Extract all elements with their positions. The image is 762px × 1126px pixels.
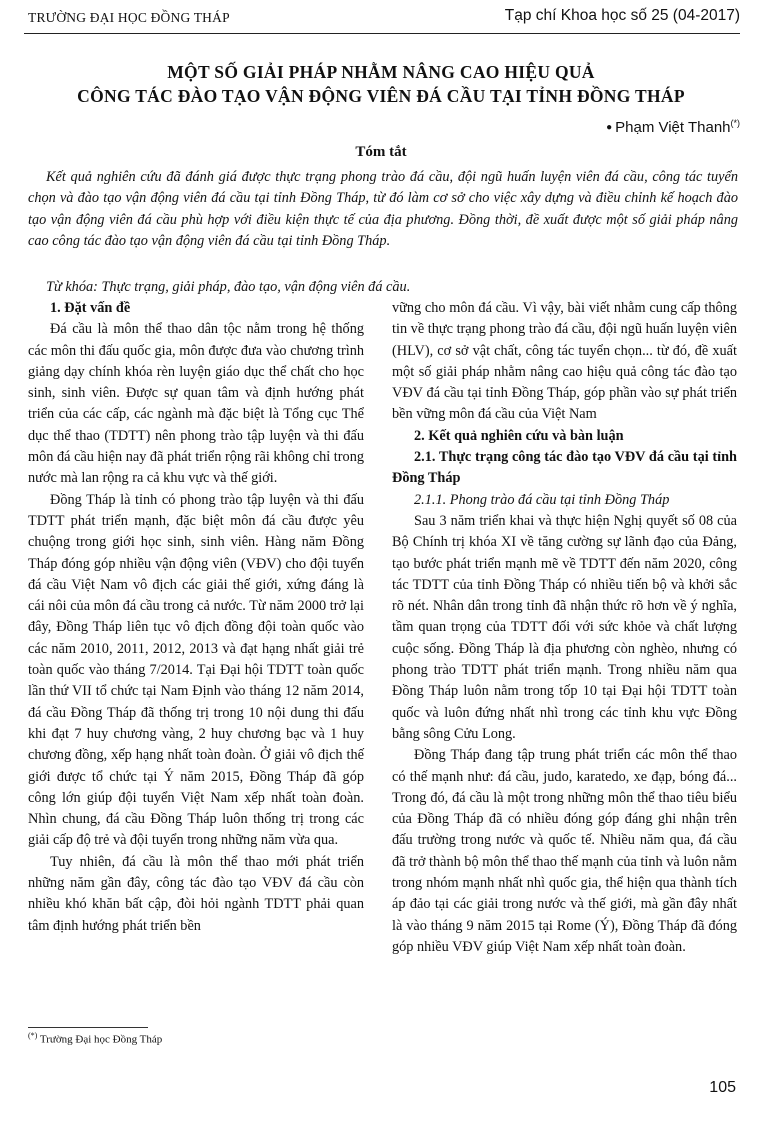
title-line-1: MỘT SỐ GIẢI PHÁP NHẰM NÂNG CAO HIỆU QUẢ (167, 62, 595, 82)
paragraph: Đồng Tháp đang tập trung phát triển các môn thể thao có thế mạnh như: đá cầu, judo, karatedo, xe đạp, bóng đá... Trong đó, đá cầu là một trong những môn thể thao tiêu biểu của Đồng Tháp đã có nhiều đóng góp đáng ghi nhận trên đấu trường trong nước và quốc tế. Nhiều năm qua, đá cầu đã trở thành bộ môn thể thao thế mạnh của tỉnh và luôn nằm trong nhóm mạnh nhất nhì quốc gia, thể hiện qua thành tích áp đảo tại các giải trong nước và thế giới, mà gần đây nhất là vào tháng 9 năm 2015 tại Rome (Ý), Đồng Tháp đã đóng góp nhiều VĐV giúp Việt Nam xếp nhất toàn đoàn. (392, 747, 737, 955)
section-1-heading: 1. Đặt vấn đề (50, 300, 131, 316)
title-line-2: CÔNG TÁC ĐÀO TẠO VẬN ĐỘNG VIÊN ĐÁ CẦU TẠI TỈNH ĐỒNG THÁP (77, 86, 685, 106)
abstract-text: Kết quả nghiên cứu đã đánh giá được thực trạng phong trào đá cầu, đội ngũ huấn luyện viên đá cầu, công tác tuyển chọn và đào tạo vận động viên đá cầu tại tỉnh Đồng Tháp, từ đó làm cơ sở cho việc xây dựng và điều chỉnh kế hoạch đào tạo vận động viên đá cầu phù hợp với điều kiện thực tế của địa phương. Đồng thời, đề xuất được một số giải pháp nâng cao công tác đào tạo vận động viên đá cầu tại tỉnh Đồng Tháp. (28, 169, 738, 249)
keywords-label: Từ khóa: (46, 279, 98, 295)
author-name: Phạm Việt Thanh (615, 119, 731, 136)
right-column (392, 298, 737, 958)
header-institution: TRƯỜNG ĐẠI HỌC ĐỒNG THÁP (28, 10, 230, 25)
section-2-1-1-heading: 2.1.1. Phong trào đá cầu tại tỉnh Đồng Tháp (414, 491, 670, 508)
article-title (30, 60, 732, 108)
bullet-icon: ● (606, 122, 613, 133)
section-2-1-heading: 2.1. Thực trạng công tác đào tạo VĐV đá cầu tại tỉnh Đồng Tháp (392, 449, 737, 487)
footnote-mark: (*) (28, 1031, 38, 1040)
paragraph: vững cho môn đá cầu. Vì vậy, bài viết nhằm cung cấp thông tin về thực trạng phong trào đá cầu, đội ngũ huấn luyện viên (HLV), cơ sở vật chất, công tác tuyển chọn... từ đó, đề xuất một số giải pháp nhằm nâng cao hiệu quả công tác đào tạo VĐV đá cầu tại tỉnh Đồng Tháp, góp phần vào sự phát triển bền vững môn đá cầu của Việt Nam (392, 300, 737, 423)
header-journal: Tạp chí Khoa học số 25 (04-2017) (504, 7, 740, 24)
page-number: 105 (709, 1079, 736, 1096)
section-2-heading: 2. Kết quả nghiên cứu và bàn luận (414, 427, 624, 444)
header-rule (24, 33, 740, 34)
keywords-text: Thực trạng, giải pháp, đào tạo, vận động viên đá cầu. (101, 279, 411, 295)
paragraph: Tuy nhiên, đá cầu là môn thể thao mới phát triển những năm gần đây, công tác đào tạo VĐV đá cầu còn nhiều khó khăn bất cập, đòi hỏi ngành TDTT phải quan tâm định hướng phát triển bền (28, 853, 364, 934)
footnote-rule (28, 1027, 148, 1028)
keywords (28, 279, 738, 296)
paragraph: Đá cầu là môn thể thao dân tộc nằm trong hệ thống các môn thi đấu quốc gia, môn được đưa vào chương trình giảng dạy chính khóa rèn luyện giáo dục thể chất cho học sinh, sinh viên. Được sự quan tâm và định hướng phát triển của các cấp, các ngành mà đặc biệt là Tổng cục Thể dục thể thao (TDTT) nên phong trào tập luyện và thi đấu môn đá cầu hiện nay đã phát triển rộng rãi không chỉ trong nước mà lan rộng ra cả khu vực và thế giới. (28, 321, 364, 487)
left-column (28, 298, 364, 937)
paragraph: Sau 3 năm triển khai và thực hiện Nghị quyết số 08 của Bộ Chính trị khóa XI về tăng cường sự lãnh đạo của Đảng, tạo bước phát triển mạnh mẽ về TDTT đến năm 2020, công tác TDTT của tỉnh Đồng Tháp có nhiều tiến bộ và khởi sắc rõ nét. Nhân dân trong tỉnh đã nhận thức rõ hơn về ý nghĩa, tầm quan trọng của TDTT đối với sức khỏe và chất lượng cuộc sống. Đồng Tháp là địa phương còn nghèo, nhưng có phong trào TDTT phát triển mạnh. Trong nhiều năm qua Đồng Tháp luôn nằm trong tốp 10 tại Đại hội TDTT toàn quốc và luôn đứng nhất nhì trong các tỉnh khu vực Đồng bằng sông Cửu Long. (392, 512, 737, 742)
footnote (28, 1031, 162, 1046)
footnote-text: Trường Đại học Đồng Tháp (39, 1033, 163, 1046)
author-footnote-mark: (*) (730, 118, 740, 128)
paragraph: Đồng Tháp là tỉnh có phong trào tập luyện và thi đấu TDTT phát triển mạnh, đặc biệt môn đá cầu được yêu chuộng trong giới học sinh, sinh viên. Hàng năm Đồng Tháp đóng góp nhiều vận động viên (VĐV) cho đội tuyển đá cầu Việt Nam vô địch các giải thế giới, xứng đáng là cái nôi của môn đá cầu trong cả nước. Từ năm 2000 trở lại đây, Đồng Tháp liên tục vô địch đồng đội toàn quốc vào các năm 2010, 2011, 2012, 2013 và đạt hạng nhất giải trẻ toàn quốc vào tháng 7/2014. Tại Đại hội TDTT toàn quốc lần thứ VII tổ chức tại Nam Định vào tháng 12 năm 2014, đá cầu Đồng Tháp đã thống trị trong 10 nội dung thi đấu khi đạt 7 huy chương vàng, 2 huy chương bạc và 1 huy chương đồng, xếp hạng nhất toàn đoàn. Ở giải vô địch thế giới được tổ chức tại Ý năm 2015, Đồng Tháp đã góp công lớn giúp đội tuyển Việt Nam xếp nhất toàn đoàn. Nhìn chung, đá cầu Đồng Tháp luôn thống trị trong các giải cấp độ trẻ và đội tuyển trong những năm vừa qua. (28, 491, 364, 849)
running-header (28, 6, 740, 32)
abstract-heading: Tóm tắt (355, 144, 407, 160)
author-byline (606, 118, 740, 136)
